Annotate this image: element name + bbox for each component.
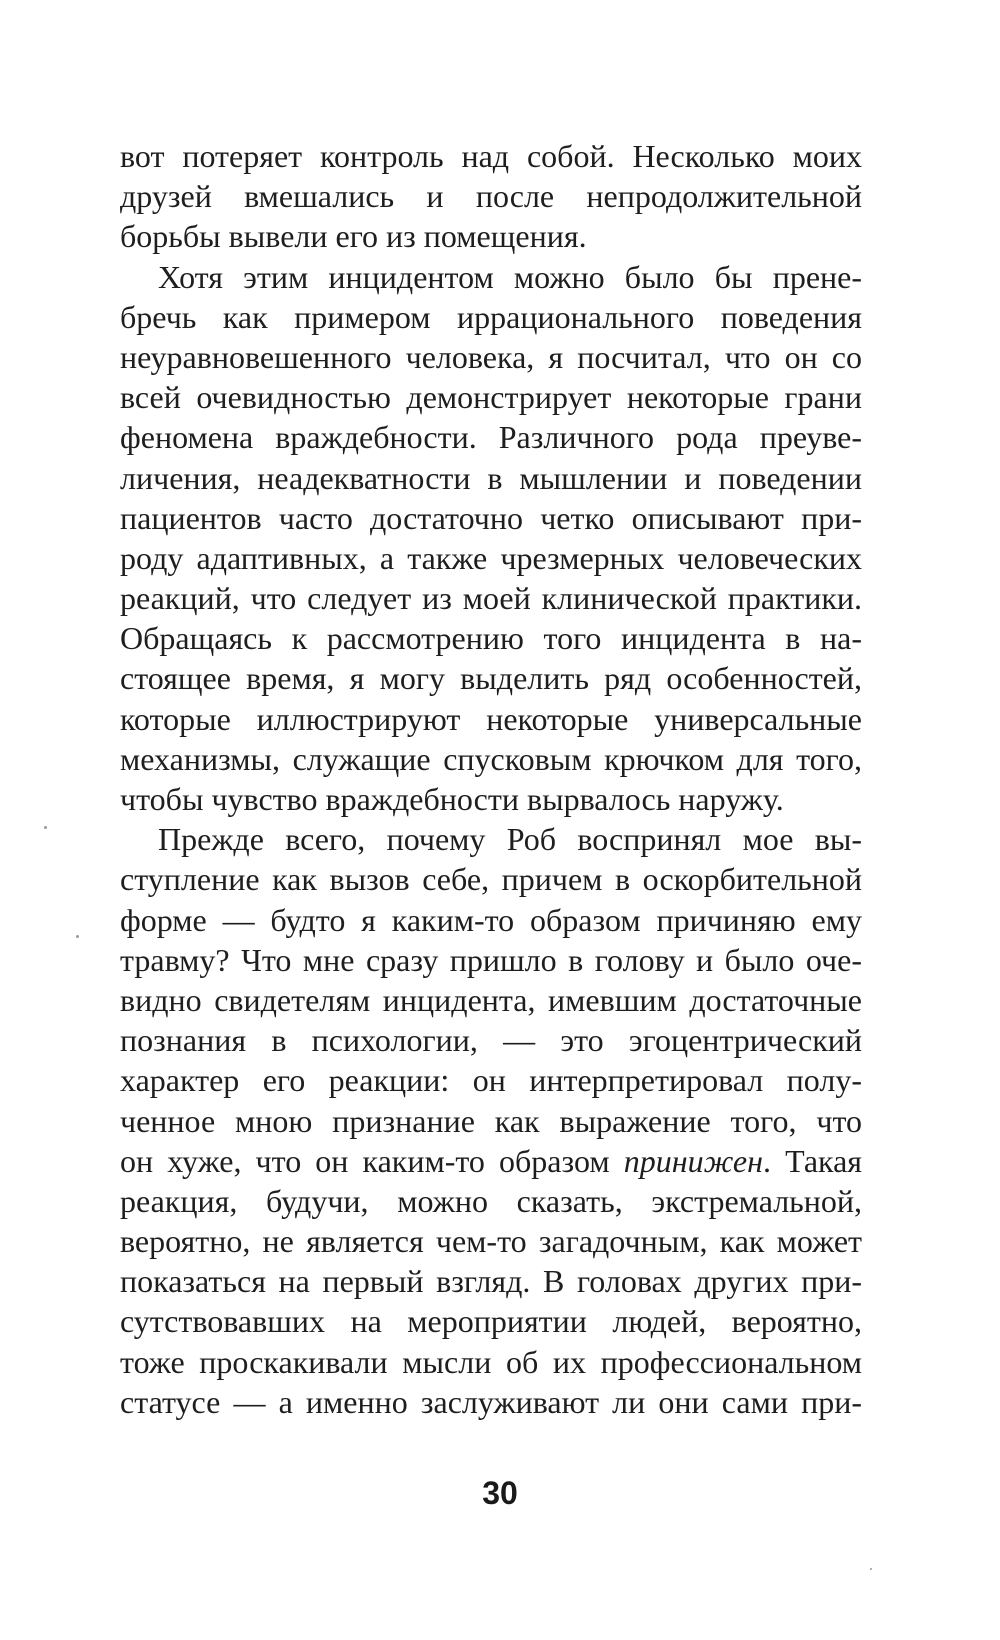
text-line: бречь как примером иррационального поведения [120,298,862,335]
text-line: характер его реакции: он интерпретировал полу- [120,1062,862,1099]
paper-speck [870,1568,872,1570]
text-line: ступление как вызов себе, причем в оскорбительной [120,861,862,898]
text-line: ченное мною признание как выражение того, что [120,1102,862,1139]
text-line: Обращаясь к рассмотрению того инцидента в на- [120,620,862,657]
text-line: всей очевидностью демонстрирует некоторые грани [120,379,862,416]
text-line: которые иллюстрируют некоторые универсальные [120,700,862,737]
text-line: реакция, будучи, можно сказать, экстремальной, [120,1182,862,1219]
text-line: статусе — а именно заслуживают ли они сами при- [120,1383,862,1420]
text-line: роду адаптивных, а также чрезмерных человеческих [120,539,862,576]
text-line: чтобы чувство враждебности вырвалось наружу. [120,781,784,817]
text-line: познания в психологии, — это эгоцентрический [120,1022,862,1059]
text-line: реакций, что следует из моей клинической практики. [120,580,862,617]
paper-speck [44,826,47,829]
text-line: видно свидетелям инцидента, имевшим достаточные [120,981,862,1018]
text-line: вот потеряет контроль над собой. Несколько моих [120,138,862,174]
body-text [120,136,862,1422]
text-line: пациентов часто достаточно четко описывают при- [120,499,862,536]
text-line: стоящее время, я могу выделить ряд особенностей, [120,660,862,697]
text-line: вероятно, не является чем-то загадочным, как может [120,1223,862,1260]
text-line: Прежде всего, почему Роб воспринял мое вы- [158,821,862,858]
text-line: показаться на первый взгляд. В головах других при- [120,1263,862,1300]
page-number: 30 [482,1475,518,1511]
text-line: личения, неадекватности в мышлении и поведении [120,459,862,496]
text-line [120,1141,862,1181]
text-line: тоже проскакивали мысли об их профессиональном [120,1343,862,1380]
text-line: механизмы, служащие спусковым крючком для того, [120,740,862,777]
text-run: он хуже, что он каким-то образом [120,1142,624,1179]
text-line: феномена враждебности. Различного рода преуве- [120,419,862,456]
text-line: травму? Что мне сразу пришло в голову и было оче- [120,941,862,978]
paper-speck [76,935,79,938]
text-line: друзей вмешались и после непродолжительной [120,178,862,215]
text-line: борьбы вывели его из помещения. [120,218,587,255]
text-run: . Такая [762,1142,863,1179]
text-line: форме — будто я каким-то образом причиняю ему [120,901,862,938]
text-line: неуравновешенного человека, я посчитал, что он со [120,338,862,375]
emphasized-word: принижен [623,1142,763,1179]
text-line: Хотя этим инцидентом можно было бы прене- [158,258,862,295]
text-line: сутствовавших на мероприятии людей, вероятно, [120,1303,862,1340]
